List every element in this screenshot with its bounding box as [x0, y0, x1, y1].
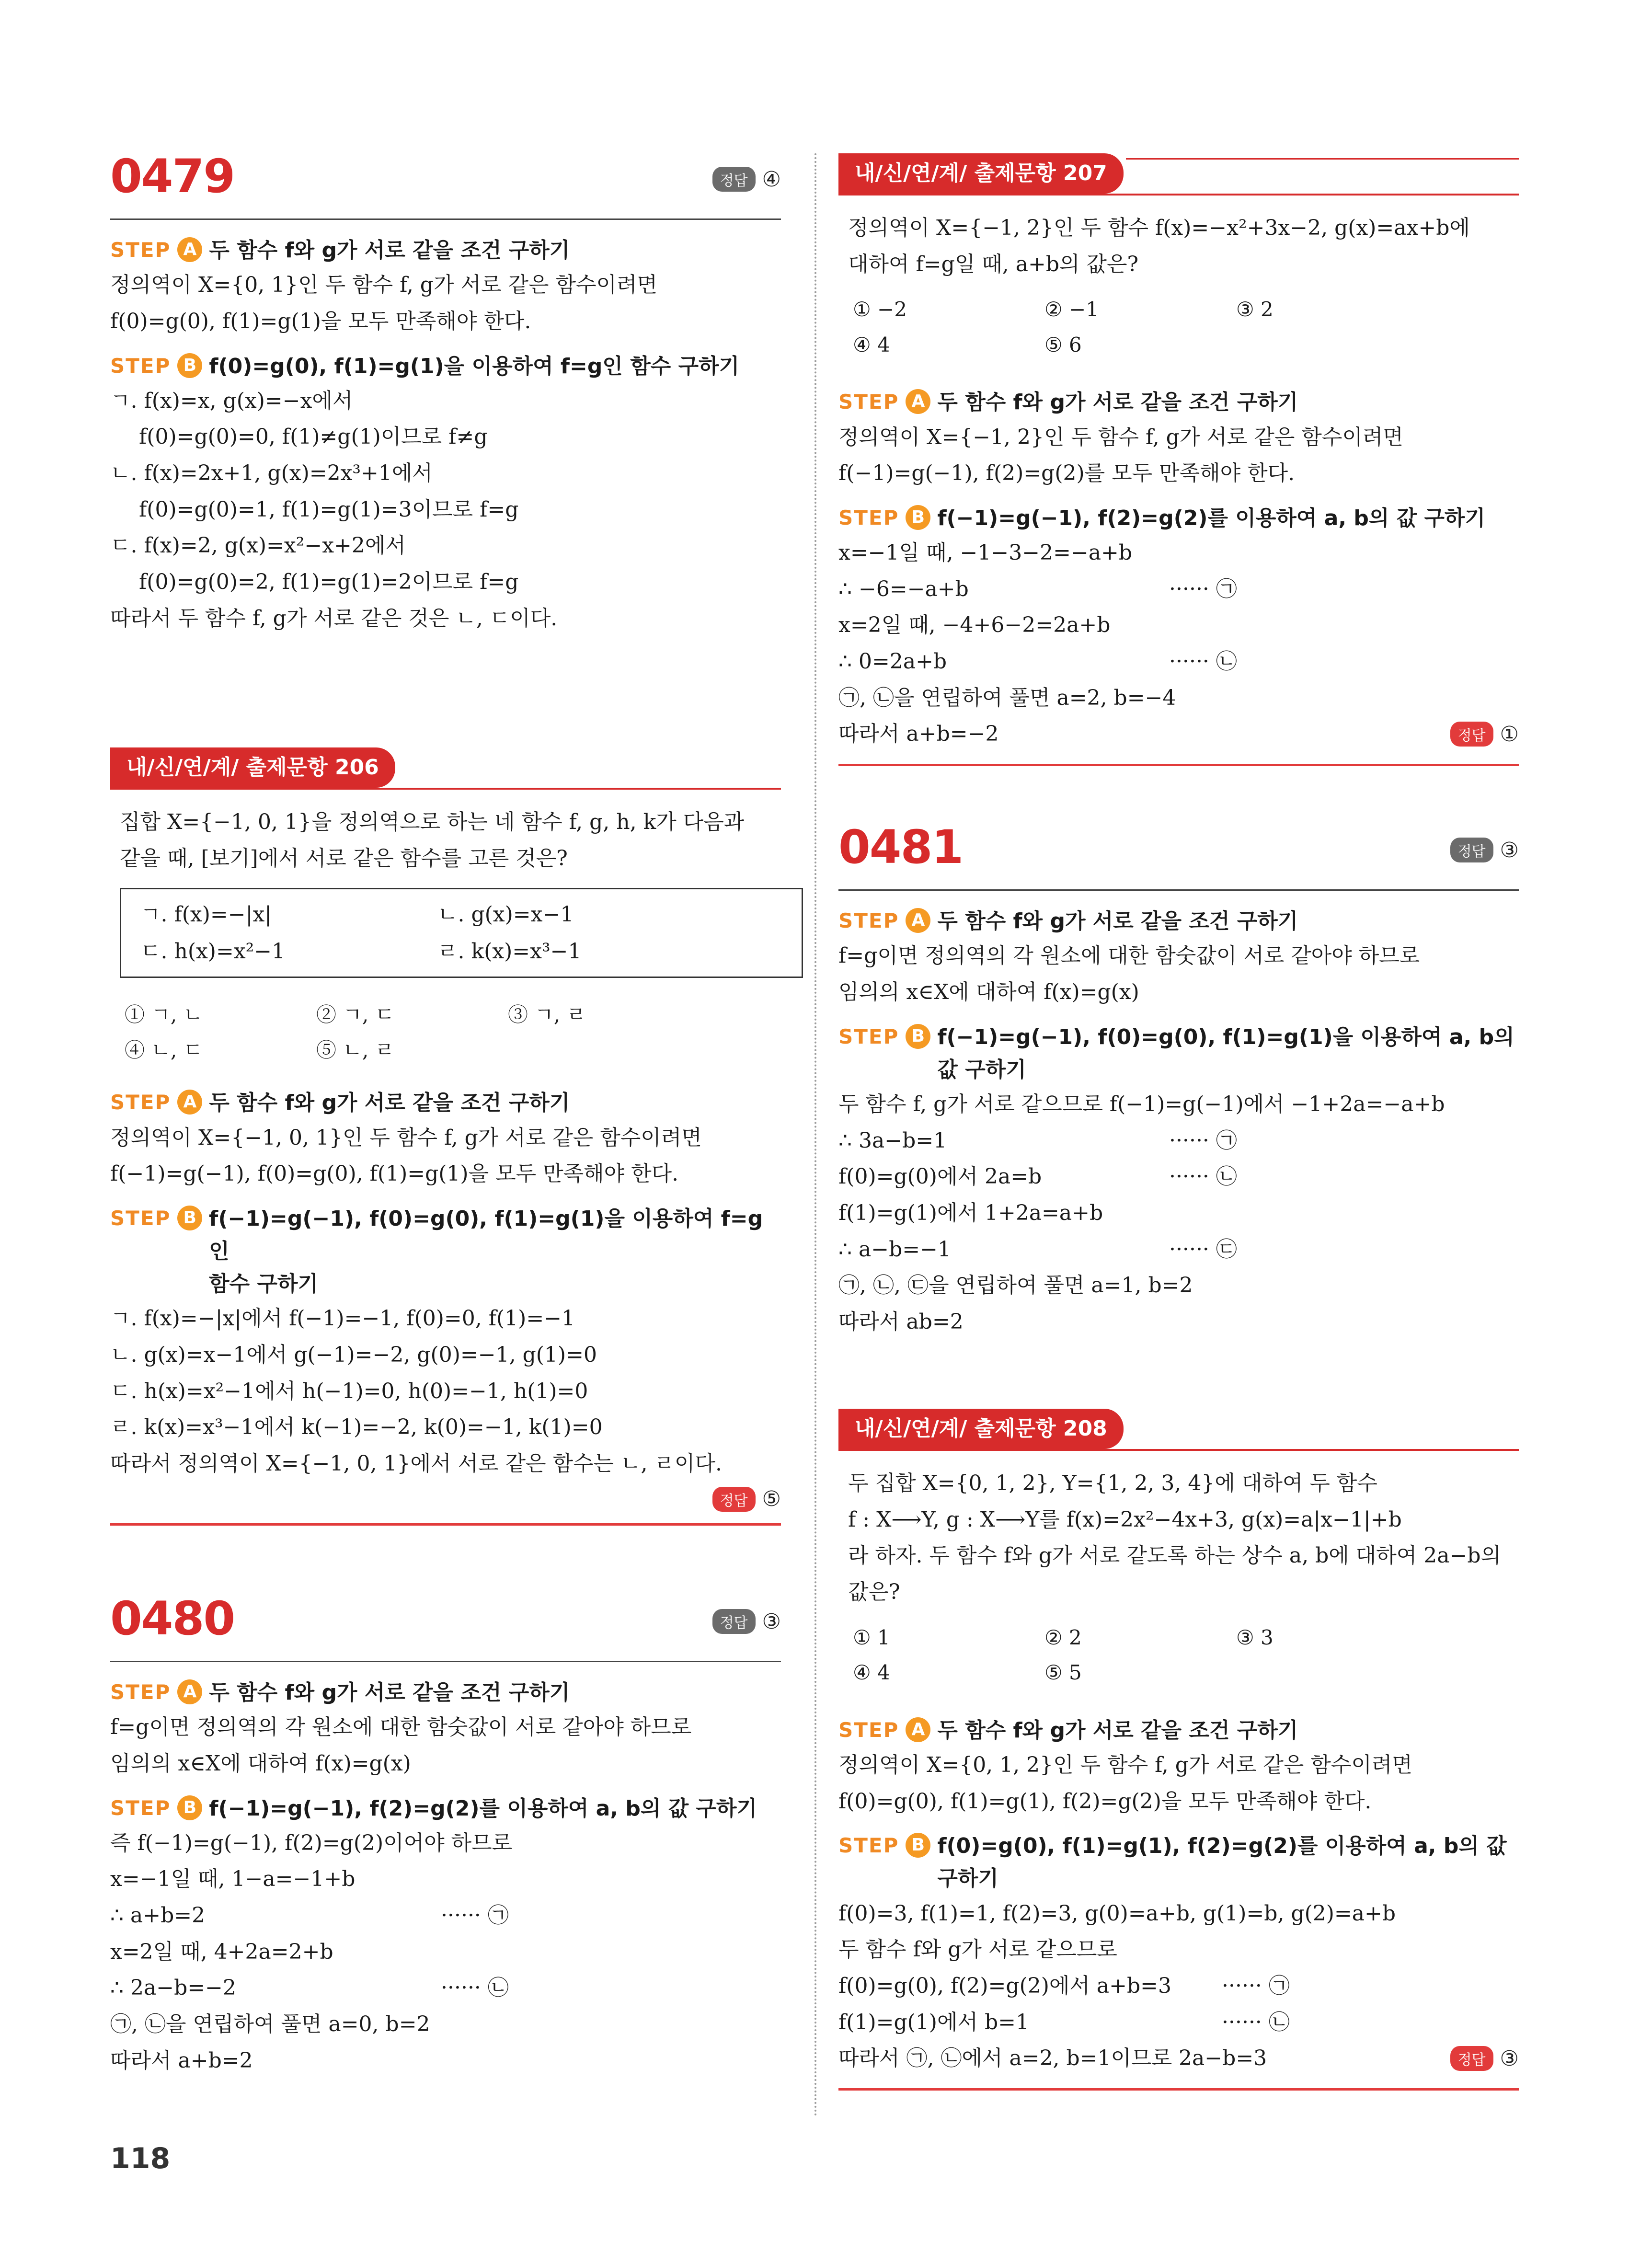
solution-line: f(0)=3, f(1)=1, f(2)=3, g(0)=a+b, g(1)=b, g(2)=a+b [838, 1901, 1396, 1926]
step-title: 두 함수 f와 g가 서로 같을 조건 구하기 [937, 1718, 1298, 1743]
equation-mark: ······ ㉠ [1169, 576, 1237, 601]
step-title-cont: 값 구하기 [937, 1057, 1026, 1082]
step-title: f(0)=g(0), f(1)=g(1), f(2)=g(2)를 이용하여 a, b의 값 [937, 1834, 1507, 1859]
solution-line: ∴ −6=−a+b [838, 576, 969, 601]
step-title: 두 함수 f와 g가 서로 같을 조건 구하기 [937, 390, 1298, 415]
divider [110, 1661, 781, 1662]
choice: ③ 3 [1236, 1625, 1273, 1649]
solution-line: f(−1)=g(−1), f(0)=g(0), f(1)=g(1)을 모두 만족해야 한다. [110, 1161, 679, 1186]
related-topline [1126, 158, 1519, 160]
solution-line: ∴ 0=2a+b [838, 649, 947, 674]
step-badge: B [177, 1795, 202, 1820]
related-header [838, 153, 1519, 196]
question-line: 두 집합 X={0, 1, 2}, Y={1, 2, 3, 4}에 대하여 두 함수 [848, 1471, 1377, 1495]
solution-line: ㄷ. f(x)=2, g(x)=x²−x+2에서 [110, 533, 406, 558]
step-label: STEP [110, 354, 171, 378]
problem-number: 0480 [110, 1592, 235, 1645]
answer-tag: 정답 [1450, 838, 1493, 862]
step-title-cont: 함수 구하기 [209, 1272, 319, 1297]
choice: ① −2 [853, 298, 907, 322]
solution-line: x=−1일 때, 1−a=−1+b [110, 1867, 356, 1892]
column-divider [815, 153, 816, 2118]
related-underline [110, 788, 781, 790]
related-problem-207 [838, 153, 1519, 778]
step-a [110, 1677, 781, 1709]
divider [110, 218, 781, 220]
related-problem-206 [110, 747, 781, 1537]
step-title: f(−1)=g(−1), f(0)=g(0), f(1)=g(1)을 이용하여 f=g인 [209, 1206, 763, 1264]
equation-mark: ······ ㉡ [1169, 1164, 1237, 1189]
section-end-line [838, 2088, 1519, 2091]
solution-line: ㄱ. f(x)=x, g(x)=−x에서 [110, 388, 353, 413]
step-title: 두 함수 f와 g가 서로 같을 조건 구하기 [209, 238, 570, 263]
equation-mark: ······ ㉡ [1169, 649, 1237, 674]
solution-line: ∴ a+b=2 [110, 1903, 206, 1928]
solution-line: 따라서 정의역이 X={−1, 0, 1}에서 서로 같은 함수는 ㄴ, ㄹ이다. [110, 1451, 722, 1476]
solution-line: f=g이면 정의역의 각 원소에 대한 함숫값이 서로 같아야 하므로 [110, 1715, 692, 1740]
choice: ① 1 [853, 1625, 890, 1649]
answer-tag: 정답 [1450, 2046, 1493, 2071]
question-line: f : X⟶Y, g : X⟶Y를 f(x)=2x²−4x+3, g(x)=a|x−1|+b [848, 1507, 1402, 1532]
solution-line: f(−1)=g(−1), f(2)=g(2)를 모두 만족해야 한다. [838, 461, 1295, 486]
answer-value: ⑤ [762, 1487, 781, 1512]
step-title: 두 함수 f와 g가 서로 같을 조건 구하기 [209, 1680, 570, 1705]
answer-value: ③ [762, 1609, 781, 1634]
step-badge: B [177, 353, 202, 378]
step-b [838, 1830, 1519, 1895]
solution-line: 정의역이 X={−1, 2}인 두 함수 f, g가 서로 같은 함수이려면 [838, 425, 1403, 449]
solution-line: f(0)=g(0)=1, f(1)=g(1)=3이므로 f=g [139, 497, 519, 522]
solution-line: f(0)=g(0), f(1)=g(1), f(2)=g(2)을 모두 만족해야 한다. [838, 1789, 1372, 1814]
choice: ④ 4 [853, 1661, 890, 1685]
step-badge: B [177, 1206, 202, 1230]
answer-tag: 정답 [712, 167, 756, 192]
equation-mark: ······ ㉡ [1222, 2010, 1290, 2034]
choice: ② 2 [1044, 1625, 1082, 1649]
problem-number: 0481 [838, 820, 963, 874]
answer-value: ④ [762, 167, 781, 192]
step-title: 두 함수 f와 g가 서로 같을 조건 구하기 [209, 1091, 570, 1115]
solution-line: f(0)=g(0)=2, f(1)=g(1)=2이므로 f=g [139, 570, 519, 595]
solution-line: ㉠, ㉡을 연립하여 풀면 a=0, b=2 [110, 2012, 430, 2037]
question-line: 집합 X={−1, 0, 1}을 정의역으로 하는 네 함수 f, g, h, k가 다음과 [120, 810, 745, 834]
equation-mark: ······ ㉢ [1169, 1237, 1237, 1262]
step-badge: B [906, 1024, 930, 1049]
step-label: STEP [838, 390, 899, 414]
step-title-wrap [937, 1830, 1506, 1895]
choices [838, 292, 1519, 362]
solution-line: 두 함수 f와 g가 서로 같으므로 [838, 1937, 1117, 1962]
question-line: 값은? [848, 1580, 900, 1605]
question-line: 정의역이 X={−1, 2}인 두 함수 f(x)=−x²+3x−2, g(x)=ax+b에 [848, 216, 1470, 240]
step-label: STEP [838, 1718, 899, 1742]
equation-mark: ······ ㉠ [1222, 1973, 1290, 1998]
answer-badge [1450, 838, 1519, 862]
solution-line: 임의의 x∈X에 대하여 f(x)=g(x) [110, 1751, 411, 1776]
solution-line: f=g이면 정의역의 각 원소에 대한 함숫값이 서로 같아야 하므로 [838, 943, 1420, 968]
step-title: f(−1)=g(−1), f(2)=g(2)를 이용하여 a, b의 값 구하기 [209, 1796, 757, 1821]
solution-line: ㄹ. k(x)=x³−1에서 k(−1)=−2, k(0)=−1, k(1)=0 [110, 1415, 603, 1440]
step-title: f(−1)=g(−1), f(2)=g(2)를 이용하여 a, b의 값 구하기 [937, 506, 1486, 530]
step-label: STEP [838, 909, 899, 932]
step-title-wrap [209, 1203, 781, 1301]
choice: ① ㄱ, ㄴ [125, 1003, 203, 1027]
solution-line: f(1)=g(1)에서 1+2a=a+b [838, 1200, 1103, 1225]
step-a [110, 234, 781, 267]
solution-line: f(1)=g(1)에서 b=1 [838, 2010, 1029, 2034]
solution-line: ㄱ. f(x)=−|x|에서 f(−1)=−1, f(0)=0, f(1)=−1 [110, 1306, 575, 1331]
question-line: 같을 때, [보기]에서 서로 같은 함수를 고른 것은? [120, 846, 568, 871]
bogi-box [120, 888, 803, 978]
problem-0480 [110, 1592, 781, 2079]
step-badge: A [906, 389, 930, 414]
page-number: 118 [110, 2142, 171, 2175]
step-label: STEP [110, 1091, 171, 1115]
step-a [838, 905, 1519, 938]
related-header [110, 747, 781, 791]
step-label: STEP [110, 1206, 171, 1230]
step-label: STEP [838, 1834, 899, 1858]
solution-line: 따라서 ab=2 [838, 1309, 964, 1334]
answer-value: ③ [1500, 2046, 1519, 2071]
step-badge: A [906, 908, 930, 933]
solution-line: ㄴ. f(x)=2x+1, g(x)=2x³+1에서 [110, 461, 433, 486]
step-b [110, 1793, 781, 1825]
solution-line: x=−1일 때, −1−3−2=−a+b [838, 540, 1133, 565]
solution-line: 즉 f(−1)=g(−1), f(2)=g(2)이어야 하므로 [110, 1830, 513, 1855]
step-title: f(−1)=g(−1), f(0)=g(0), f(1)=g(1)을 이용하여 a, b의 [937, 1024, 1514, 1049]
step-badge: A [906, 1717, 930, 1742]
step-b [838, 1021, 1519, 1086]
choice: ④ ㄴ, ㄷ [125, 1038, 203, 1062]
related-problem-208 [838, 1409, 1519, 2102]
choice: ② −1 [1044, 298, 1099, 322]
bogi-item: ㄱ. f(x)=−|x| [140, 902, 272, 927]
equation-mark: ······ ㉠ [1169, 1128, 1237, 1153]
answer-badge [1450, 2046, 1519, 2071]
solution-line: x=2일 때, −4+6−2=2a+b [838, 613, 1111, 638]
bogi-item: ㄹ. k(x)=x³−1 [437, 939, 582, 964]
solution-line: ㄷ. h(x)=x²−1에서 h(−1)=0, h(0)=−1, h(1)=0 [110, 1379, 588, 1403]
solution-line: 두 함수 f, g가 서로 같으므로 f(−1)=g(−1)에서 −1+2a=−a+b [838, 1092, 1445, 1116]
step-b [110, 350, 781, 383]
related-header [838, 1409, 1519, 1452]
step-a [838, 386, 1519, 419]
answer-value: ③ [1500, 838, 1519, 862]
related-label: 내/신/연/계/ 출제문항 206 [110, 747, 395, 788]
step-a [838, 1714, 1519, 1747]
step-badge: B [906, 1833, 930, 1858]
step-label: STEP [838, 506, 899, 529]
step-badge: A [177, 1090, 202, 1115]
related-label: 내/신/연/계/ 출제문항 207 [838, 153, 1124, 194]
solution-line: 따라서 a+b=−2 [838, 722, 999, 747]
solution-line: ㉠, ㉡을 연립하여 풀면 a=2, b=−4 [838, 685, 1176, 710]
answer-tag: 정답 [712, 1609, 756, 1634]
bogi-item: ㄷ. h(x)=x²−1 [140, 939, 286, 964]
answer-badge [712, 167, 781, 192]
section-end-line [110, 1523, 781, 1526]
choice: ② ㄱ, ㄷ [316, 1003, 395, 1027]
step-title: f(0)=g(0), f(1)=g(1)을 이용하여 f=g인 함수 구하기 [209, 354, 740, 379]
problem-0479 [110, 149, 781, 636]
choice: ③ 2 [1236, 298, 1273, 322]
solution-line: 정의역이 X={−1, 0, 1}인 두 함수 f, g가 서로 같은 함수이려면 [110, 1125, 702, 1150]
question-line: 대하여 f=g일 때, a+b의 값은? [848, 252, 1139, 276]
step-b [110, 1203, 781, 1301]
solution-line: 따라서 a+b=2 [110, 2048, 253, 2073]
step-badge: A [177, 237, 202, 262]
choices [838, 1620, 1519, 1690]
solution-line: 정의역이 X={0, 1}인 두 함수 f, g가 서로 같은 함수이려면 [110, 273, 657, 298]
solution-line: ∴ 3a−b=1 [838, 1128, 947, 1153]
step-label: STEP [838, 1024, 899, 1048]
answer-tag: 정답 [712, 1487, 756, 1512]
choice: ⑤ ㄴ, ㄹ [316, 1038, 395, 1062]
solution-line: x=2일 때, 4+2a=2+b [110, 1939, 333, 1964]
step-label: STEP [110, 1680, 171, 1704]
related-underline [838, 194, 1519, 195]
step-label: STEP [110, 1796, 171, 1820]
solution-line: ㉠, ㉡, ㉢을 연립하여 풀면 a=1, b=2 [838, 1273, 1193, 1298]
solution-line: 정의역이 X={0, 1, 2}인 두 함수 f, g가 서로 같은 함수이려면 [838, 1752, 1412, 1777]
step-title-wrap [937, 1021, 1514, 1086]
choice: ⑤ 6 [1044, 333, 1082, 356]
step-title-cont: 구하기 [937, 1866, 998, 1891]
step-badge: A [177, 1679, 202, 1704]
problem-0481 [838, 820, 1519, 1340]
solution-line: ㄴ. g(x)=x−1에서 g(−1)=−2, g(0)=−1, g(1)=0 [110, 1343, 597, 1368]
answer-badge [712, 1609, 781, 1634]
step-badge: B [906, 505, 930, 530]
solution-line: ∴ 2a−b=−2 [110, 1976, 236, 2000]
solution-line: f(0)=g(0), f(2)=g(2)에서 a+b=3 [838, 1973, 1172, 1998]
choice: ④ 4 [853, 333, 890, 356]
solution-line: f(0)=g(0)에서 2a=b [838, 1164, 1042, 1189]
solution-line: ∴ a−b=−1 [838, 1237, 951, 1262]
question-line: 라 하자. 두 함수 f와 g가 서로 같도록 하는 상수 a, b에 대하여 2a−b의 [848, 1543, 1501, 1568]
choice: ⑤ 5 [1044, 1661, 1082, 1685]
answer-badge [1450, 722, 1519, 747]
equation-mark: ······ ㉠ [441, 1903, 509, 1928]
choices [110, 997, 781, 1068]
answer-badge [110, 1487, 781, 1512]
step-title: 두 함수 f와 g가 서로 같을 조건 구하기 [937, 909, 1298, 933]
solution-line: 따라서 ㉠, ㉡에서 a=2, b=1이므로 2a−b=3 [838, 2046, 1267, 2071]
step-b [838, 502, 1519, 535]
related-underline [838, 1449, 1519, 1451]
answer-value: ① [1500, 722, 1519, 747]
step-a [110, 1087, 781, 1119]
divider [838, 889, 1519, 891]
equation-mark: ······ ㉡ [441, 1976, 509, 2000]
section-end-line [838, 764, 1519, 766]
step-label: STEP [110, 238, 171, 262]
solution-line: f(0)=g(0), f(1)=g(1)을 모두 만족해야 한다. [110, 309, 531, 333]
solution-line: f(0)=g(0)=0, f(1)≠g(1)이므로 f≠g [139, 425, 488, 449]
answer-tag: 정답 [1450, 722, 1493, 747]
related-label: 내/신/연/계/ 출제문항 208 [838, 1409, 1124, 1449]
bogi-item: ㄴ. g(x)=x−1 [437, 902, 574, 927]
choice: ③ ㄱ, ㄹ [508, 1003, 586, 1027]
solution-line: 임의의 x∈X에 대하여 f(x)=g(x) [838, 979, 1139, 1004]
problem-number: 0479 [110, 149, 235, 203]
solution-line: 따라서 두 함수 f, g가 서로 같은 것은 ㄴ, ㄷ이다. [110, 606, 558, 631]
